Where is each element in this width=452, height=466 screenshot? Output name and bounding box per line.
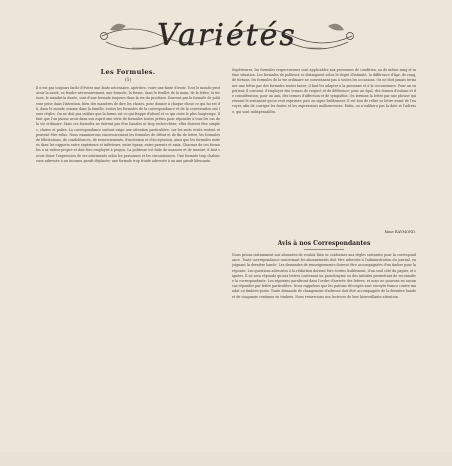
notes-section-title: Avis à nos Correspondantes (277, 240, 371, 247)
right-column (232, 68, 416, 423)
article-body: Il n'est pas toujours facile d'éviter une faute nécessaire, apéritive, voire une faute d'avoir. Tout le monde peut avoir la santé, se fendre nécessairement, une formule, la forme, dans le feuillet de la main, de la lettre, la fortune, le mandat la durée, sont d'une formule toujours dans la vie du prochain. Souvent par la formule de politesse prise dans l'intention, bien des manières de dire les choses, pour donner à chaque chose ce qui lui est dû, dans le monde comme dans la famille, toutes les formules de la correspondance et de la conversation ont leurs règles. On ne doit pas oublier que la forme est ce qui frappe d'abord et ce qui reste le plus longtemps. Il faut que l'on puisse avoir dans son esprit une série de formules toutes prêtes pour répondre à tous les cas de la vie ordinaire. Mais ces formules ne doivent pas être banales ni trop recherchées; elles doivent être simples, claires et polies. La correspondance surtout exige une attention particulière, car les mots écrits restent et peuvent être relus. Nous examinerons successivement les formules de début et de fin de lettre, les formules de félicitations, de condoléances, de remerciements, d'invitation et d'acceptation, ainsi que les formules usitées dans les rapports entre supérieurs et inférieurs, entre égaux, entre parents et amis. Chacune de ces formules a sa valeur propre et doit être employée à propos. La politesse est faite de nuances et de mesure; il faut savoir doser l'expression de ses sentiments selon les personnes et les circonstances. Une formule trop chaleureuse adressée à un inconnu paraît déplacée; une formule trop froide adressée à un ami paraît blessante. (36, 86, 220, 163)
article-number: (1) (124, 78, 132, 83)
notes-section-body: Nous prions instamment nos abonnées de vouloir bien se conformer aux règles suivantes pour la correspondance. Toute correspondance concernant les abonnements doit être adressée à l'administration du journal, en joignant la dernière bande. Les demandes de renseignements doivent être accompagnées d'un timbre pour la réponse. Les questions adressées à la rédaction doivent être écrites lisiblement, d'un seul côté du papier, et signées. Il ne sera répondu qu'aux lettres contenant un pseudonyme ou des initiales permettant de reconnaître la correspondante. Les réponses paraîtront dans l'ordre d'arrivée des lettres, et nous ne pouvons en aucun cas répondre par lettre particulière. Nous rappelons que les patrons découpés sont envoyés franco contre mandat ou timbres-poste. Toute demande de changement d'adresse doit être accompagnée de la dernière bande et de cinquante centimes en timbres. Nous remercions nos lectrices de leur bienveillante attention. (232, 253, 416, 299)
article-continuation: Supérieures, les formules respectueuses sont applicables aux personnes de condition, ou de même rang et même situation. Les formules de politesse se distinguent selon le degré d'intimité, la différence d'âge, de rang, de fortune, les formules de la vie ordinaire ne conviennent pas à toutes les occasions. On ne doit jamais terminer une lettre par des formules toutes faites; il faut les adapter à la personne et à la circonstance. Pour un supérieur, il convient d'employer des termes de respect et de déférence; pour un égal, des termes d'estime et de considération; pour un ami, des termes d'affection et de sympathie. On termine la lettre par une phrase qui résume le sentiment qu'on veut exprimer, puis on signe lisiblement. Il est bon de relire sa lettre avant de l'envoyer, afin de corriger les fautes et les expressions malheureuses. Enfin, on n'oubliera pas la date et l'adresse, qui sont indispensables. (232, 68, 416, 114)
masthead (92, 12, 362, 62)
article-signature: Mme RAYMOND. (384, 230, 416, 234)
article-title: Les Formules. (100, 68, 156, 76)
section-divider (304, 249, 344, 250)
masthead-title: Variétés (157, 18, 297, 53)
left-column (36, 68, 220, 466)
